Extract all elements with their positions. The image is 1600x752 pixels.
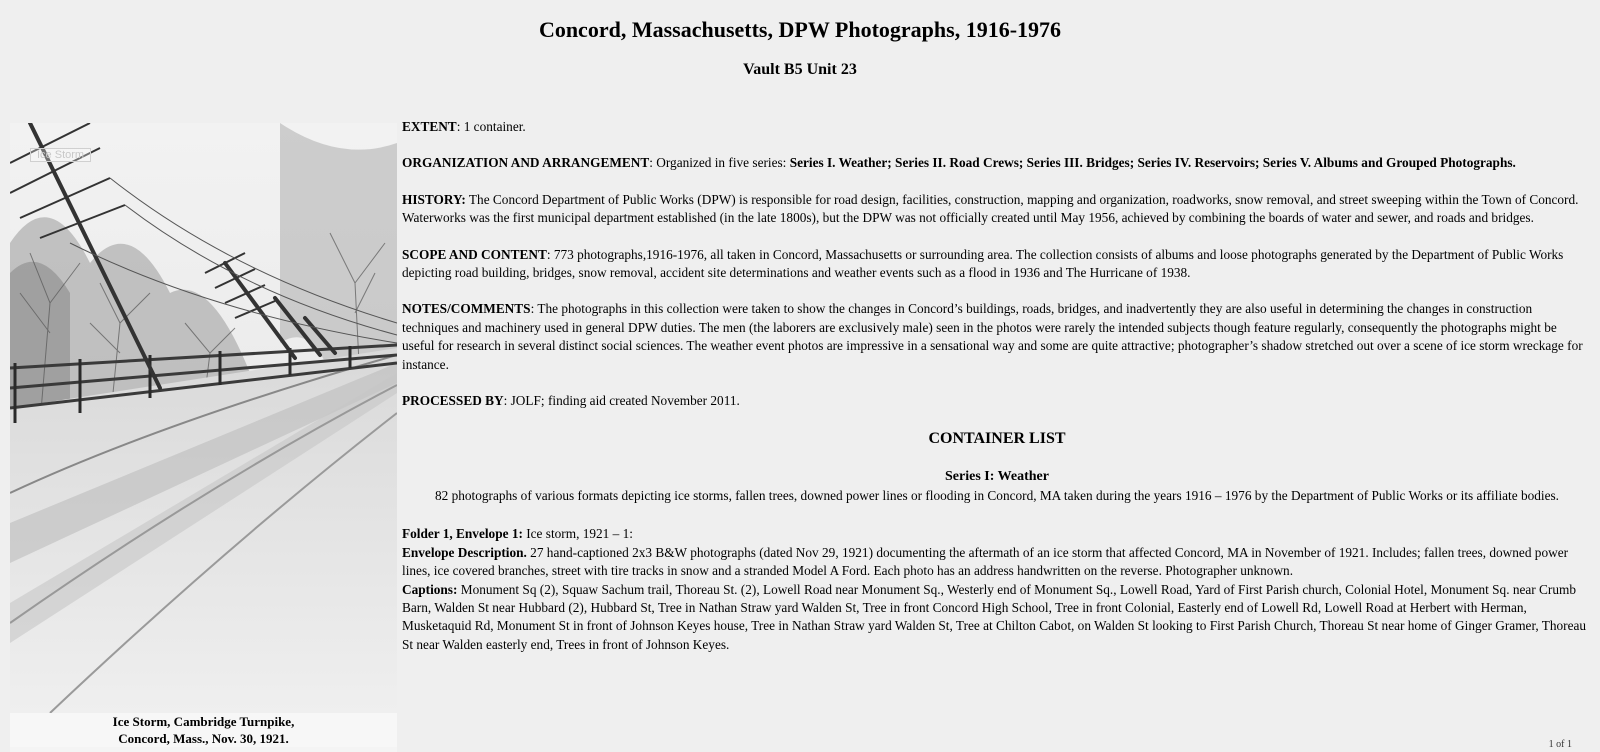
notes-paragraph [402, 300, 1592, 374]
history-text: The Concord Department of Public Works (DPW) is responsible for road design, facilities, construction, mapping and organization, roadworks, snow removal, and street sweeping within the Town of Concord. Waterworks was the first municipal department established (in the late 1800s), but the DPW was not officially created until May 1956, achieved by combining the boards of water and sewer, and roads and bridges. [402, 191, 1579, 226]
extent-label: EXTENT [402, 119, 457, 134]
envelope-line [402, 544, 1592, 581]
organization-paragraph [402, 154, 1592, 172]
folder-label: Folder 1, Envelope 1: [402, 526, 523, 542]
series-description: 82 photographs of various formats depicting ice storms, fallen trees, downed power lines or flooding in Concord, MA taken during the years 1916 – 1976 by the Department of Public Works or its affiliate bodies. [434, 487, 1559, 503]
extent-text: : 1 container. [456, 119, 526, 134]
history-label: HISTORY: [402, 191, 466, 207]
captions-text: Monument Sq (2), Squaw Sachum trail, Thoreau St. (2), Lowell Road near Monument Sq., Westerly end of Monument Sq., Lowell Road, Yard of First Parish church, Colonial Hotel, Monument Sq. near Crumb Barn, Walden St near Hubbard (2), Hubbard St, Tree in Nathan Straw yard Walden St, Tree in front Concord High School, Tree in front Colonial, Easterly end of Lowell Rd, Lowell Road at Herbert with Herman, Musketaquid Rd, Monument St in front of Johnson Keyes house, Tree in Nathan Straw yard Walden St, Tree at Chilton Cabot, on Walden St looking to First Parish Church, Thoreau St near home of Ginger Gramer, Thoreau St near Walden easterly end, Trees in front of Johnson Keyes. [402, 581, 1587, 652]
folder-line [402, 525, 1592, 543]
processed-paragraph [402, 392, 1592, 410]
ice-storm-photo [10, 123, 397, 752]
notes-text: : The photographs in this collection were taken to show the changes in Concord’s buildings, roads, bridges, and inadvertently they are also useful in determining the changes in construction techniques and machinery used in general DPW duties. The men (the laborers are exclusively male) seen in the photos were rarely the intended subjects though feature regularly, consequently the photographs might be useful for research in several distinct social sciences. The weather event photos are impressive in a sensational way and some are quite attractive; photographer’s shadow stretched out over a scene of ice storm wreckage for instance. [402, 301, 1583, 372]
scope-text: : 773 photographs,1916-1976, all taken in Concord, Massachusetts or surrounding area. The collection consists of albums and loose photographs generated by the Department of Public Works depicting road building, bridges, snow removal, accident site determinations and weather events such as a flood in 1936 and The Hurricane of 1938. [402, 246, 1564, 281]
series-block [402, 468, 1592, 505]
captions-label: Captions: [402, 581, 458, 597]
processed-label: PROCESSED BY [402, 393, 504, 409]
page-title: Concord, Massachusetts, DPW Photographs, 1916-1976 [538, 17, 1062, 42]
organization-label: ORGANIZATION AND ARRANGEMENT [402, 155, 650, 171]
notes-label: NOTES/COMMENTS [402, 301, 531, 317]
finding-aid-content [402, 118, 1592, 654]
scope-label: SCOPE AND CONTENT [402, 246, 547, 262]
photo-caption [10, 713, 397, 747]
envelope-text: 27 hand-captioned 2x3 B&W photographs (dated Nov 29, 1921) documenting the aftermath of an ice storm that affected Concord, MA in November of 1921. Includes; fallen trees, downed power lines, ice covered branches, street with tire tracks in snow and a stranded Model A Ford. Each photo has an address handwritten on the reverse. Photographer unknown. [402, 544, 1569, 579]
folder-block [402, 525, 1592, 654]
folder-text: Ice storm, 1921 – 1: [522, 526, 633, 542]
organization-text: : Organized in five series: [649, 155, 790, 171]
photo-overlay-label: Ice Storm [30, 148, 91, 162]
captions-line [402, 581, 1592, 655]
photo-caption-line-1: Ice Storm, Cambridge Turnpike, [112, 714, 295, 729]
envelope-label: Envelope Description. [402, 544, 527, 560]
photo-caption-line-2: Concord, Mass., Nov. 30, 1921. [118, 731, 289, 746]
series-title: Series I: Weather [945, 469, 1049, 485]
history-paragraph [402, 191, 1592, 228]
container-list-heading: CONTAINER LIST [928, 430, 1066, 448]
page-number: 1 of 1 [1548, 739, 1572, 750]
page-subtitle: Vault B5 Unit 23 [743, 61, 857, 78]
extent-paragraph [402, 118, 1592, 136]
scope-paragraph [402, 246, 1592, 283]
ice-storm-image [10, 123, 397, 713]
organization-series-list: Series I. Weather; Series II. Road Crews; Series III. Bridges; Series IV. Reservoirs; Series V. Albums and Grouped Photographs. [789, 155, 1516, 171]
processed-text: : JOLF; finding aid created November 2011. [503, 393, 740, 409]
